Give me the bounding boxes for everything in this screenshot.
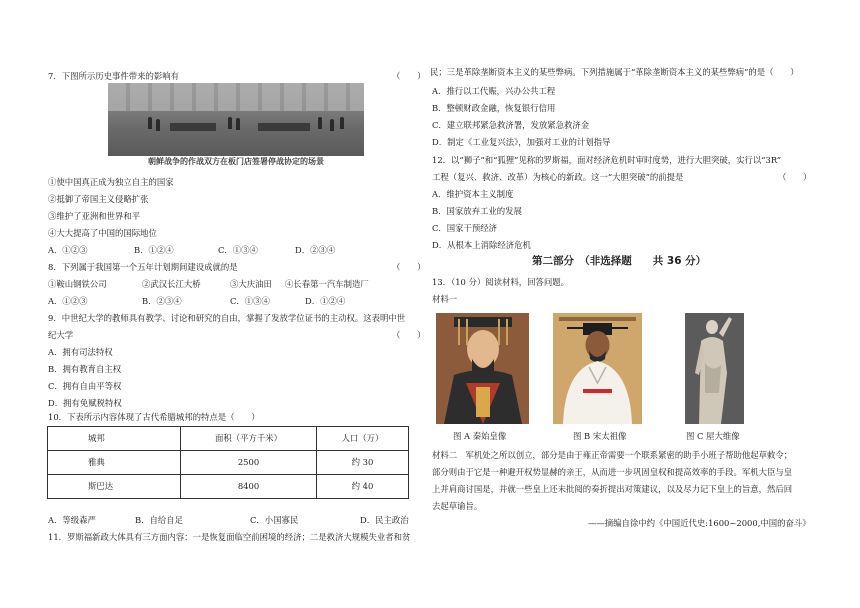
q7-option-1: ①使中国真正成为独立自主的国家 [48, 177, 174, 187]
table-cell: 雅典 [48, 451, 181, 475]
q9-stem-line2: 纪大学 [48, 330, 74, 340]
q8-choice-a: A．①②③ [48, 296, 88, 306]
material-2-source: ——摘编自徐中约《中国近代史:1600~2000,中国的奋斗》 [588, 518, 811, 528]
q8-option-3: ③大庆油田 [230, 279, 272, 289]
q9-choice-a: A．拥有司法特权 [48, 347, 113, 357]
q11-choice-d: D．制定《工业复兴法》，加强对工业的计划指导 [432, 137, 611, 147]
q12-choice-b: B．国家放弃工业的发展 [432, 206, 522, 216]
q9-choice-c: C．拥有自由平等权 [48, 381, 122, 391]
q7-choice-c: C．①③④ [218, 245, 258, 255]
q11-choice-a: A．推行以工代赈，兴办公共工程 [432, 86, 556, 96]
q9-stem-line1: 9．中世纪大学的教师具有教学、讨论和研究的自由，掌握了发放学位证书的主动权。这表明中世 [48, 313, 406, 323]
q7-option-3: ③维护了亚洲和世界和平 [48, 211, 141, 221]
q8-answer-bracket: （ ） [392, 262, 426, 272]
q7-option-2: ②抵御了帝国主义侵略扩张 [48, 194, 149, 204]
q8-choice-c: C．①③④ [230, 296, 270, 306]
q8-choice-d: D．①②④ [305, 296, 346, 306]
q7-choice-b: B．①②④ [134, 245, 174, 255]
q12-choice-a: A．维护资本主义制度 [432, 189, 514, 199]
material-1-label: 材料一 [432, 294, 458, 304]
table-cell: 2500 [181, 451, 317, 475]
material-2-line1: 材料二 军机处之所以创立，部分是由于雍正帝需要一个联系紧密的助手小班子帮助他起草敕令； [432, 450, 793, 460]
q10-choice-b: B．自给自足 [135, 515, 184, 525]
table-row [48, 475, 409, 499]
section-title: 第二部分 （非选择题 共 36 分） [532, 255, 707, 267]
q9-answer-bracket: （ ） [392, 330, 426, 340]
q10-stem: 10．下表所示内容体现了古代希腊城邦的特点是（ ） [48, 412, 260, 422]
q11-choice-b: B．整顿财政金融，恢复银行信用 [432, 103, 556, 113]
q8-option-4: ④长春第一汽车制造厂 [285, 279, 369, 289]
material-2-line3: 上并肩商讨国是，并就一些皇上还未批阅的奏折提出对策建议，以及尽力记下皇上的旨意，然后回 [432, 484, 793, 494]
table-header-row [48, 427, 409, 451]
q12-choice-d: D．从根本上消除经济危机 [432, 240, 531, 250]
q10-choice-c: C．小国寡民 [250, 515, 299, 525]
caption-c: 图 C 屋大维像 [686, 431, 740, 441]
q12-stem-line1: 12．以“狮子”和“狐狸”见称的罗斯福，面对经济危机时审时度势，进行大胆突破，实行以“3R” [432, 155, 782, 165]
q11-choice-c: C．建立联邦紧急救济署，发放紧急救济金 [432, 120, 590, 130]
caption-a: 图 A 秦始皇像 [453, 431, 507, 441]
q10-choice-d: D．民主政治 [360, 515, 409, 525]
table-cell: 8400 [181, 475, 317, 499]
table-header: 面积（平方千米） [181, 427, 317, 451]
q11-stem-line2: 民；三是革除垄断资本主义的某些弊病。下列措施属于“革除垄断资本主义的某些弊病”的是（ ） [430, 67, 799, 77]
table-header: 城邦 [48, 427, 181, 451]
photo-caption: 朝鲜战争的作战双方在板门店签署停战协定的场景 [148, 157, 324, 166]
q7-choice-d: D．②③④ [295, 245, 336, 255]
q9-choice-d: D．拥有免赋税特权 [48, 398, 122, 408]
q8-option-2: ②武汉长江大桥 [142, 279, 201, 289]
material-2-line2: 部分则由于它是一种避开权势显赫的亲王，从而进一步巩固皇权和提高效率的手段。军机大臣与皇 [432, 467, 793, 477]
table-cell: 约 40 [317, 475, 409, 499]
armistice-photo [108, 83, 364, 156]
q7-stem: 7．下图所示历史事件带来的影响有 [48, 71, 179, 81]
table-row [48, 451, 409, 475]
q10-choice-a: A．等级森严 [48, 515, 96, 525]
q7-answer-bracket: （ ） [392, 71, 426, 81]
q12-answer-bracket: （ ） [778, 172, 812, 182]
table-header: 人口（万） [317, 427, 409, 451]
table-cell: 斯巴达 [48, 475, 181, 499]
table-cell: 约 30 [317, 451, 409, 475]
q12-stem-line2: 工程（复兴、救济、改革）为核心的新政。这一“大胆突破”的前提是 [432, 172, 684, 182]
q11-stem-line1: 11．罗斯福新政大体具有三方面内容：一是恢复面临空前困境的经济；二是救济大规模失业者和贫 [48, 532, 411, 542]
q12-choice-c: C．国家干预经济 [432, 223, 498, 233]
q13-stem: 13．（10 分）阅读材料，回答问题。 [432, 277, 570, 287]
q9-choice-b: B．拥有教育自主权 [48, 364, 122, 374]
city-state-table [47, 426, 409, 499]
augustus-statue-image [685, 313, 744, 424]
caption-b: 图 B 宋太祖像 [573, 431, 627, 441]
q8-stem: 8．下列属于我国第一个五年计划期间建设成就的是 [48, 262, 238, 272]
q7-option-4: ④大大提高了中国的国际地位 [48, 228, 157, 238]
q7-choice-a: A．①②③ [48, 245, 88, 255]
song-taizu-portrait [553, 313, 642, 424]
q8-option-1: ①鞍山钢铁公司 [48, 279, 107, 289]
q8-choice-b: B．②③④ [142, 296, 182, 306]
material-2-line4: 去起草谕旨。 [432, 501, 483, 511]
qin-shihuang-portrait [436, 313, 529, 424]
